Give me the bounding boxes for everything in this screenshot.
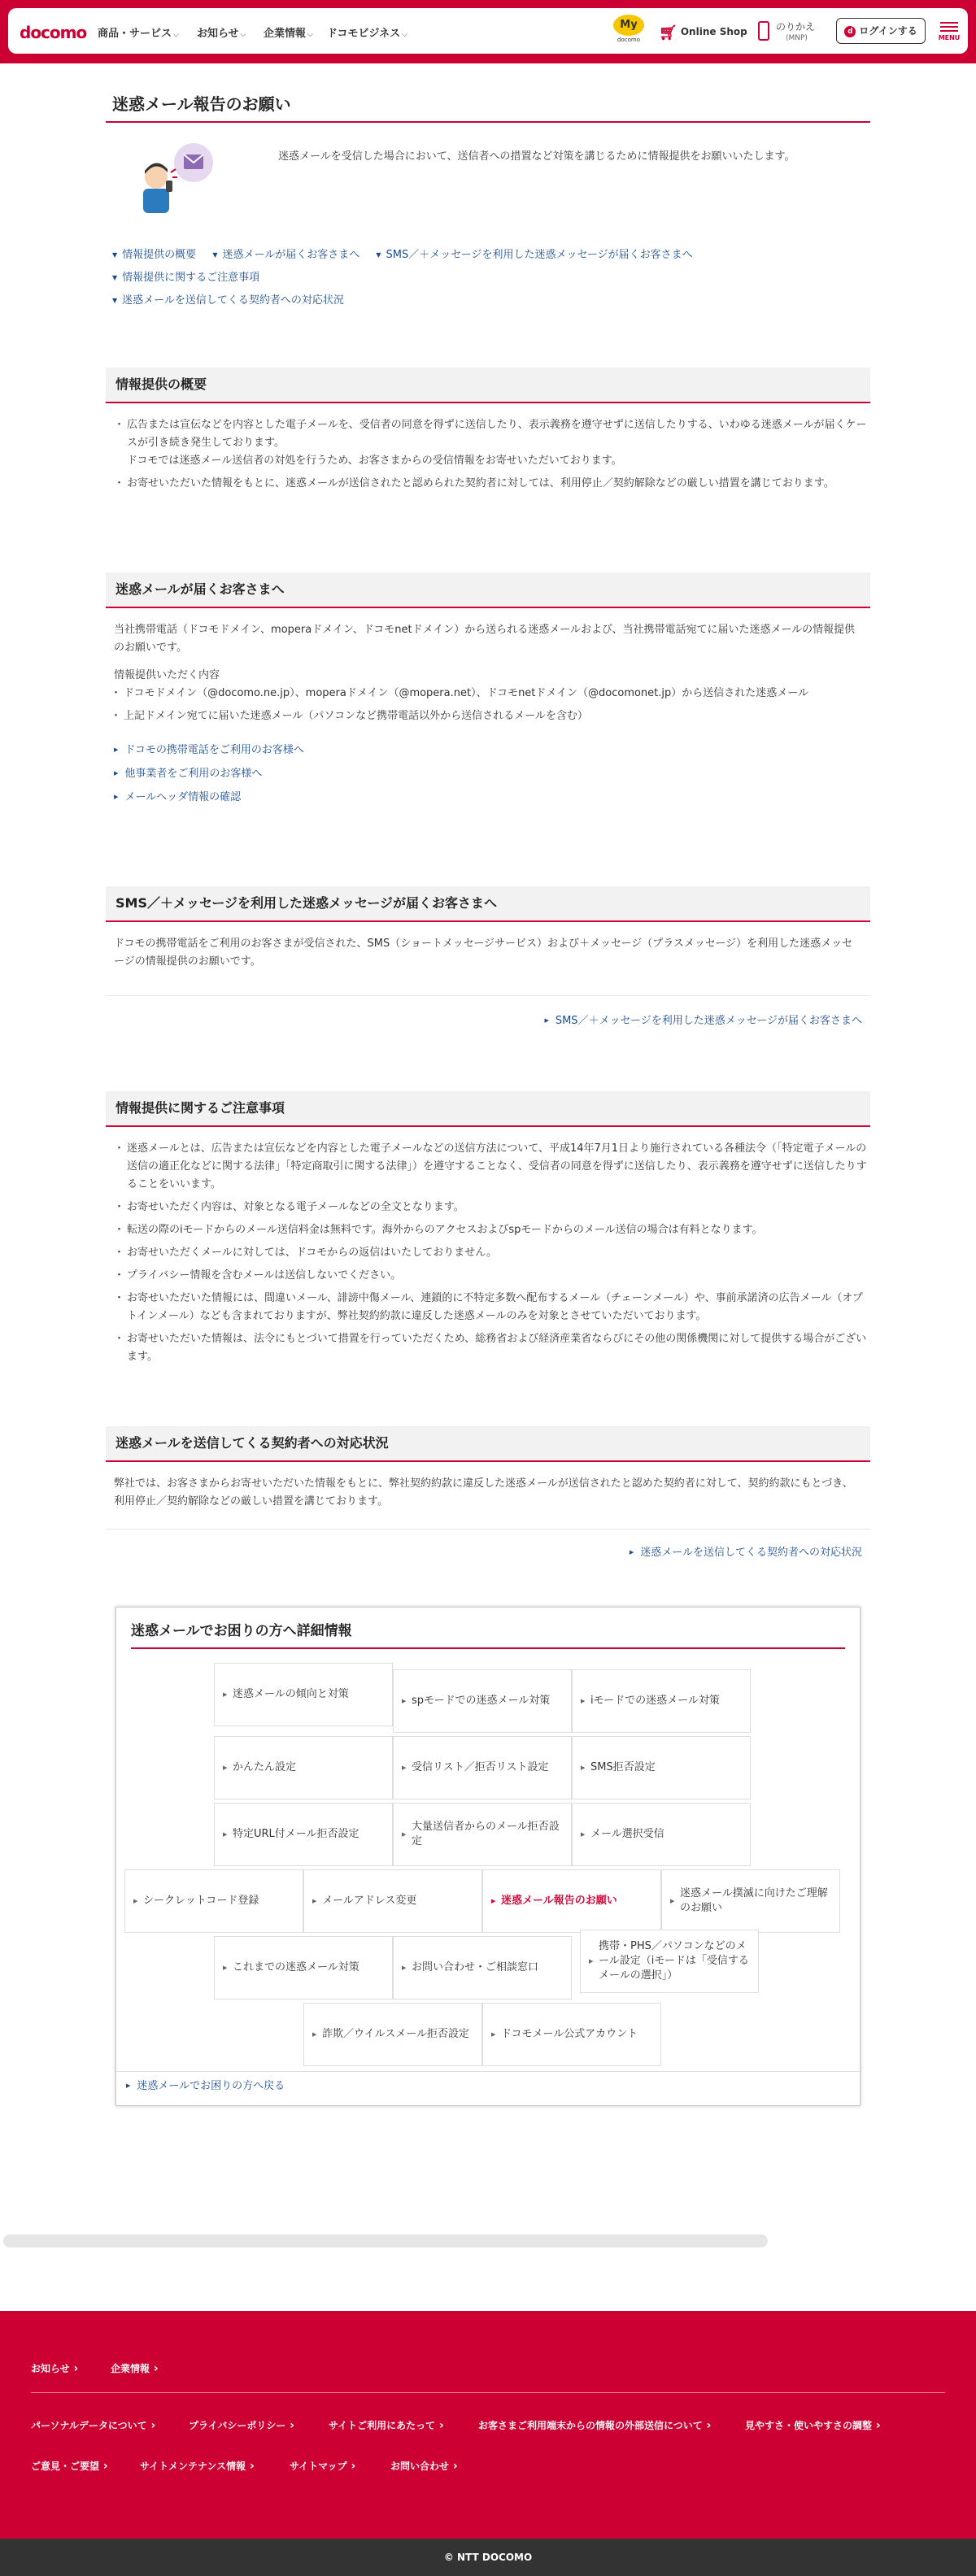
phone-icon (758, 21, 769, 41)
online-shop-link[interactable]: 🛒︎ Online Shop (659, 24, 747, 41)
cell-receive-list[interactable]: ▶ 受信リスト／拒否リスト設定 (393, 1736, 572, 1799)
list-item: ・ お寄せいただいた情報をもとに、迷惑メールが送信されたと認められた契約者に対しては、利用停止／契約解除などの厳しい措置を講じております。 (114, 475, 870, 493)
page-title-block (106, 91, 870, 123)
cell-bulk-block[interactable]: ▶ 大量送信者からのメール拒否設定 (393, 1803, 572, 1866)
footer-accessibility[interactable]: 見やすさ・使いやすさの調整 › (745, 2418, 881, 2432)
cell-select-receive[interactable]: ▶ メール選択受信 (572, 1803, 751, 1866)
page-title: 迷惑メール報告のお願い (106, 91, 870, 123)
list-item: ・ 転送の際のiモードからのメール送信料金は無料です。海外からのアクセスおよびspモードからのメール送信の場合は有料となります。 (114, 1221, 870, 1239)
chevron-down-icon: ⌵ (173, 31, 179, 39)
d-account-icon: d (844, 26, 856, 37)
cell-sms-block[interactable]: ▶ SMS拒否設定 (572, 1736, 751, 1799)
junkmail-contents-label: 情報提供いただく内容 (114, 669, 220, 681)
back-link[interactable]: ▶ 迷惑メールでお困りの方へ戻る (116, 2071, 860, 2102)
list-item: ・ 迷惑メールとは、広告または宣伝などを内容とした電子メールなどの送信方法について、平成14年7月1日より施行されている各種法令（「特定電子メールの送信の適正化などに関する法律」「特定商取引に関する法律」）を遵守することなく、受信者の同意を得ずに送信したり、表示義務を遵守せずに送信したりすることをいいます。 (114, 1140, 870, 1194)
junkmail-heading: 迷惑メールが届くお客さまへ (106, 572, 870, 608)
cell-report-current[interactable]: ▶ 迷惑メール報告のお願い (482, 1869, 661, 1933)
footer-divider (31, 2392, 945, 2393)
cell-address-change[interactable]: ▶ メールアドレス変更 (303, 1869, 482, 1933)
mail-report-illustration (122, 140, 220, 221)
site-footer (0, 2311, 976, 2539)
my-docomo-icon: My (613, 15, 644, 36)
list-item: ・ ドコモドメイン（@docomo.ne.jp）、moperaドメイン（@mopera.net）、ドコモnetドメイン（@docomonet.jp）から送信された迷惑メール (111, 685, 870, 703)
link-other-carriers[interactable]: ▶ 他事業者をご利用のお客様へ (114, 762, 870, 785)
link-sms[interactable]: ▶ SMS／＋メッセージを利用した迷惑メッセージが届くお客さまへ (544, 1009, 862, 1033)
notes-heading: 情報提供に関するご注意事項 (106, 1091, 870, 1127)
footer-corporate[interactable]: 企業情報 › (111, 2361, 159, 2375)
list-item: ・ お寄せいただくメールに対しては、ドコモからの返信はいたしておりません。 (114, 1244, 870, 1262)
cell-past-measures[interactable]: ▶ これまでの迷惑メール対策 (214, 1936, 393, 1999)
list-item: ・ お寄せいただいた情報は、法令にもとづいて措置を行っていただくため、総務省および経済産業省ならびにその他の関係機関に対して提供する場合がございます。 (114, 1330, 870, 1366)
status-section (106, 1426, 870, 1564)
nav-products[interactable]: 商品・サービス ⌵ (98, 28, 179, 40)
footer-feedback[interactable]: ご意見・ご要望 › (31, 2459, 108, 2473)
overview-section (106, 368, 870, 498)
intro-text: 迷惑メールを受信した場合において、送信者への措置など対策を講じるために情報提供をお願いいたします。 (278, 150, 795, 163)
cell-official-account[interactable]: ▶ ドコモメール公式アカウント (482, 2003, 661, 2066)
footer-external-send[interactable]: お客さまご利用端末からの情報の外部送信について › (478, 2418, 711, 2432)
anchor-overview[interactable]: ▼ 情報提供の概要 (112, 244, 196, 267)
anchor-junkmail[interactable]: ▼ 迷惑メールが届くお客さまへ (212, 244, 359, 267)
anchor-status[interactable]: ▼ 迷惑メールを送信してくる契約者への対応状況 (112, 289, 869, 312)
overview-heading: 情報提供の概要 (106, 368, 870, 403)
junkmail-section (106, 572, 870, 809)
cell-contact[interactable]: ▶ お問い合わせ・ご相談窓口 (393, 1936, 572, 1999)
menu-button[interactable]: MENU (937, 20, 961, 42)
chevron-down-icon: ⌵ (307, 31, 313, 39)
list-item: ・ プライバシー情報を含むメールは送信しないでください。 (114, 1267, 870, 1285)
list-item: ・ 上記ドメイン宛てに届いた迷惑メール（パソコンなど携帯電話以外から送信されるメールを含む） (111, 707, 870, 725)
cell-url-block[interactable]: ▶ 特定URL付メール拒否設定 (214, 1803, 393, 1866)
site-header (0, 0, 976, 63)
list-item: ・ お寄せいただく内容は、対象となる電子メールなどの全文となります。 (114, 1199, 870, 1216)
list-item: ・ お寄せいただいた情報には、間違いメール、誹謗中傷メール、連鎖的に不特定多数へ配布するメール（チェーンメール）や、事前承諾済の広告メール（オプトインメール）なども含まれておりますが、弊社契約約款に違反した迷惑メールのみを対象とさせていただいております。 (114, 1290, 870, 1325)
link-mail-header[interactable]: ▶ メールヘッダ情報の確認 (114, 785, 870, 809)
sms-desc: ドコモの携帯電話をご利用のお客さまが受信された、SMS（ショートメッセージサービス）および＋メッセージ（プラスメッセージ）を利用した迷惑メッセージの情報提供のお願いです。 (114, 938, 853, 968)
status-heading: 迷惑メールを送信してくる契約者への対応状況 (106, 1426, 870, 1462)
link-docomo-users[interactable]: ▶ ドコモの携帯電話をご利用のお客様へ (114, 738, 870, 762)
anchor-sms[interactable]: ▼ SMS／＋メッセージを利用した迷惑メッセージが届くお客さまへ (376, 244, 692, 267)
footer-maintenance[interactable]: サイトメンテナンス情報 › (140, 2459, 255, 2473)
footer-contact[interactable]: お問い合わせ › (390, 2459, 458, 2473)
cell-secret-code[interactable]: ▶ シークレットコード登録 (124, 1869, 303, 1933)
detail-info-box (115, 1607, 861, 2106)
sms-section (106, 886, 870, 1033)
anchor-notes[interactable]: ▼ 情報提供に関するご注意事項 (112, 267, 869, 289)
nav-business[interactable]: ドコモビジネス ⌵ (327, 28, 407, 40)
horizontal-scrollbar[interactable] (3, 2234, 768, 2247)
detail-heading: 迷惑メールでお困りの方へ詳細情報 (131, 1619, 845, 1649)
cell-easy-setting[interactable]: ▶ かんたん設定 (214, 1736, 393, 1799)
status-desc: 弊社では、お客さまからお寄せいただいた情報をもとに、弊社契約約款に違反した迷惑メールが送信されたと認めた契約者に対して、契約約款にもとづき、利用停止／契約解除などの厳しい措置を講じております。 (114, 1477, 853, 1508)
nav-corporate[interactable]: 企業情報 ⌵ (264, 28, 313, 40)
footer-personal-data[interactable]: パーソナルデータについて › (31, 2418, 155, 2432)
footer-privacy[interactable]: プライバシーポリシー › (189, 2418, 294, 2432)
notes-section (106, 1091, 870, 1371)
footer-sitemap[interactable]: サイトマップ › (290, 2459, 355, 2473)
cell-trends[interactable]: ▶ 迷惑メールの傾向と対策 (214, 1663, 393, 1726)
docomo-logo[interactable]: docomo (20, 23, 87, 42)
my-docomo-button[interactable]: My docomo (612, 15, 646, 44)
header-bar: docomo 商品・サービス ⌵ お知らせ ⌵ 企業情報 ⌵ ドコモビジネス ⌵ My docomo 🛒︎ Online Shop のりかえ (MNP) d ログインする MENU (8, 8, 968, 54)
footer-news[interactable]: お知らせ › (31, 2361, 78, 2375)
sms-heading: SMS／＋メッセージを利用した迷惑メッセージが届くお客さまへ (106, 886, 870, 922)
cell-understanding[interactable]: ▶ 迷惑メール撲滅に向けたご理解のお願い (661, 1869, 840, 1933)
chevron-down-icon: ⌵ (240, 31, 246, 39)
login-button[interactable]: d ログインする (836, 18, 926, 44)
list-item: ・ 広告または宣伝などを内容とした電子メールを、受信者の同意を得ずに送信したり、表示義務を遵守せずに送信したりする、いわゆる迷惑メールが届くケースが引き続き発生しております。 ドコモでは迷惑メール送信者の対処を行うため、お客さまからの受信情報をお寄せいただいております。 (114, 416, 870, 470)
cell-mail-settings[interactable]: ▶ 携帯・PHS／パソコンなどのメール設定（iモードは「受信するメールの選択」） (580, 1930, 759, 1993)
link-status[interactable]: ▶ 迷惑メールを送信してくる契約者への対応状況 (630, 1541, 862, 1564)
anchor-links (112, 244, 869, 312)
junkmail-desc: 当社携帯電話（ドコモドメイン、moperaドメイン、ドコモnetドメイン）から送られる迷惑メールおよび、当社携帯電話宛てに届いた迷惑メールの情報提供のお願いです。 (114, 624, 856, 654)
cell-i-mode[interactable]: ▶ iモードでの迷惑メール対策 (572, 1669, 751, 1733)
copyright: © NTT DOCOMO (0, 2539, 976, 2576)
cart-icon: 🛒︎ (659, 24, 678, 41)
chevron-down-icon: ⌵ (402, 31, 407, 39)
cell-virus-block[interactable]: ▶ 詐欺／ウイルスメール拒否設定 (303, 2003, 482, 2066)
footer-site-terms[interactable]: サイトご利用にあたって › (329, 2418, 444, 2432)
cell-sp-mode[interactable]: ▶ spモードでの迷惑メール対策 (393, 1669, 572, 1733)
nav-news[interactable]: お知らせ ⌵ (197, 28, 246, 40)
